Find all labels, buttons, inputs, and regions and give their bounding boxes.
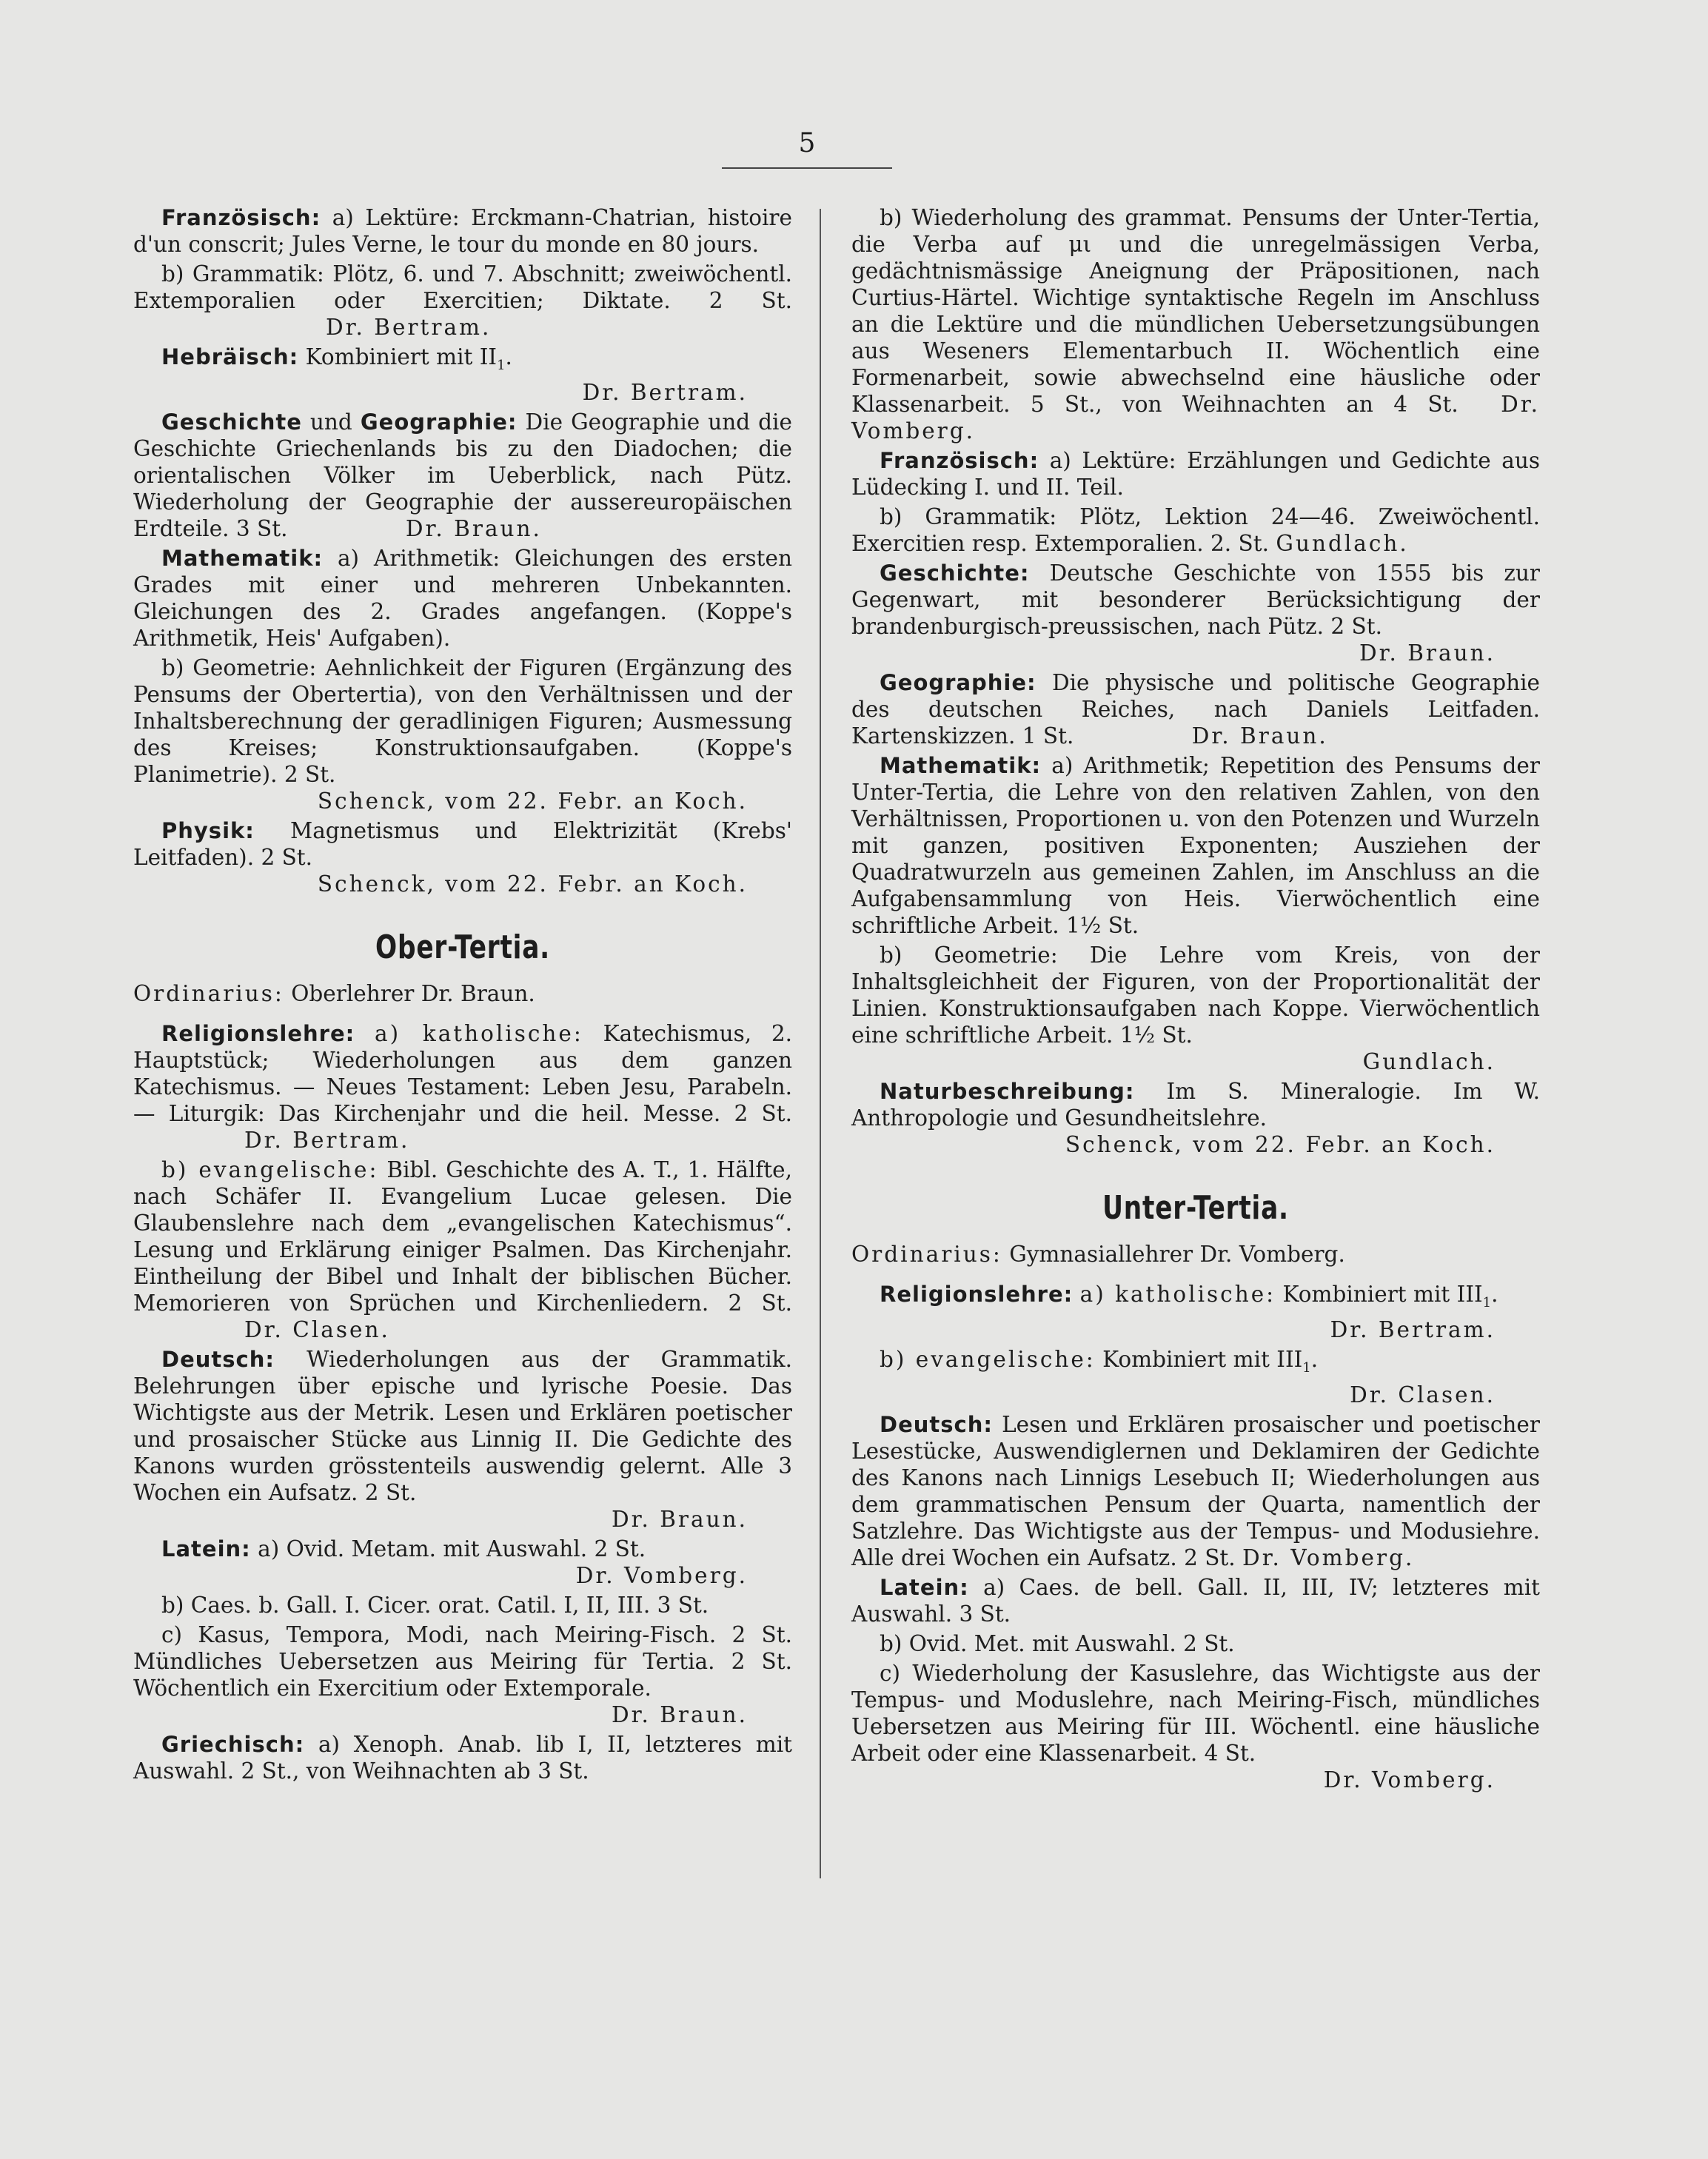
teacher-name: Gundlach. bbox=[1276, 531, 1409, 556]
entry-text: Lesen und Erklären prosaischer und poetischer Lesestücke, Auswendiglernen und Deklamiren der Gedichte des Kanons nach Linnigs Lesebuch II; Wiederholungen aus dem grammatischen Pensum der Quarta, namentlich der Satzlehre. Das Wichtigste aus der Tempus- und Modusiehre. Alle drei Wochen ein Aufsatz. 2 St. bbox=[851, 1411, 1540, 1570]
right-column bbox=[851, 204, 1540, 1796]
subscript: 1 bbox=[497, 357, 506, 373]
ordinarius-name: Gymnasiallehrer Dr. Vomberg. bbox=[1009, 1242, 1345, 1267]
subscript: 1 bbox=[1302, 1359, 1311, 1376]
latein-entry bbox=[133, 1536, 792, 1589]
ordinarius-name: Oberlehrer Dr. Braun. bbox=[291, 980, 535, 1006]
latein-c bbox=[133, 1621, 792, 1728]
subject-heading: Geographie: bbox=[880, 670, 1036, 695]
subject-heading: Religionslehre: bbox=[880, 1282, 1074, 1307]
franzoesisch-entry bbox=[133, 204, 792, 258]
entry-text: b) Grammatik: Plötz, 6. und 7. Abschnitt; zweiwöchentl. Extemporalien oder Exercitien; Diktate. bbox=[133, 261, 792, 313]
entry-text: Kombiniert mit III bbox=[1102, 1346, 1303, 1372]
teacher-name: Dr. Vomberg. bbox=[1323, 1767, 1496, 1793]
section-title-unter-tertia: Unter-Tertia. bbox=[1102, 1189, 1289, 1227]
subscript: 1 bbox=[1482, 1294, 1492, 1311]
teacher-name: Dr. Vomberg. bbox=[575, 1562, 748, 1588]
franzoesisch-grammar bbox=[133, 261, 792, 341]
teacher-name: Dr. Bertram. bbox=[326, 315, 492, 340]
ordinarius-line bbox=[851, 1241, 1540, 1268]
religionslehre-evangelisch bbox=[133, 1157, 792, 1343]
deutsch-entry bbox=[133, 1346, 792, 1533]
section-title-ober-tertia: Ober-Tertia. bbox=[375, 928, 550, 966]
entry-text: Die physische und politische Geographie des deutschen Reiches, nach Daniels Leitfaden. Kartenskizzen. 1 St. bbox=[851, 670, 1540, 749]
entry-text: a) Ovid. Metam. mit Auswahl. 2 St. bbox=[258, 1536, 646, 1561]
geographie-entry bbox=[851, 669, 1540, 749]
geschichte-geographie-entry bbox=[133, 409, 792, 542]
subject-heading: Griechisch: bbox=[161, 1731, 305, 1757]
entry-text: b) Ovid. Met. mit Auswahl. 2 St. bbox=[880, 1630, 1235, 1656]
teacher-name: Dr. Bertram. bbox=[582, 379, 748, 405]
teacher-name: Dr. Braun. bbox=[611, 1701, 748, 1727]
teacher-name: Dr. Braun. bbox=[405, 515, 542, 541]
mathematik-geometrie bbox=[851, 942, 1540, 1075]
ordinarius-label: Ordinarius: bbox=[133, 980, 284, 1006]
latein-b bbox=[851, 1630, 1540, 1657]
entry-text: Im S. Mineralogie. Im W. Anthropologie und Gesundheitslehre. bbox=[851, 1079, 1540, 1131]
entry-text: a) Lektüre: Erckmann-Chatrian, histoire d'un conscrit; Jules Verne, le tour du monde en 80 jours. bbox=[133, 205, 792, 257]
entry-text: a) Xenoph. Anab. lib I, II, letzteres mit Auswahl. 2 St., von Weihnachten ab 3 St. bbox=[133, 1731, 792, 1784]
teacher-name: Dr. Vomberg. bbox=[1242, 1544, 1415, 1570]
subject-heading: Französisch: bbox=[880, 448, 1039, 473]
page-number-rule bbox=[722, 167, 892, 169]
franzoesisch-entry bbox=[851, 447, 1540, 501]
entry-text: Magnetismus und Elektrizität (Krebs' Leitfaden). 2 St. bbox=[133, 817, 792, 870]
entry-text: b) Geometrie: Die Lehre vom Kreis, von der Inhaltsgleichheit der Figuren, von der Proportionalität der Linien. Konstruktionsaufgaben nach Koppe. Vierwöchentlich eine schriftliche Arbeit. 1½ St. bbox=[851, 943, 1540, 1048]
entry-label: b) evangelische: bbox=[161, 1157, 379, 1182]
teacher-name: Schenck, vom 22. Febr. an Koch. bbox=[317, 788, 748, 814]
geschichte-entry bbox=[851, 560, 1540, 666]
entry-text: Bibl. Geschichte des A. T., 1. Hälfte, nach Schäfer II. Evangelium Lucae gelesen. Die Glaubenslehre nach dem „evangelischen Katechismus“. Lesung und Erklärung einiger Psalmen. Das Kirchenjahr. Eintheilung der Bibel und Inhalt der biblischen Bücher. Memorieren von Sprüchen und Kirchenliedern. 2 St. bbox=[133, 1157, 792, 1316]
subject-heading: Mathematik: bbox=[161, 545, 324, 571]
entry-text: b) Caes. b. Gall. I. Cicer. orat. Catil. I, II, III. 3 St. bbox=[161, 1592, 709, 1618]
subject-heading: Deutsch: bbox=[880, 1411, 993, 1437]
subject-heading: Geographie: bbox=[360, 409, 518, 435]
subject-heading: Naturbeschreibung: bbox=[880, 1079, 1135, 1104]
religionslehre-entry bbox=[133, 1020, 792, 1154]
subject-heading: Französisch: bbox=[161, 205, 321, 230]
entry-text: a) Arithmetik; Repetition des Pensums der Unter-Tertia, die Lehre von den relativen Zahlen, von den Verhältnissen, Proportionen u. von den Potenzen und Wurzeln mit ganzen, positiven Exponenten; Ausziehen der Quadratwurzeln aus gemeinen Zahlen, im Anschluss an die Aufgabensammlung von Heis. Vierwöchentlich eine schriftliche Arbeit. 1½ St. bbox=[851, 753, 1540, 938]
ordinarius-line bbox=[133, 980, 792, 1007]
teacher-name: Dr. Clasen. bbox=[1350, 1382, 1496, 1407]
entry-label: a) katholische: bbox=[1079, 1282, 1276, 1307]
teacher-name: Dr. Braun. bbox=[1359, 640, 1496, 666]
religionslehre-evangelisch bbox=[851, 1346, 1540, 1408]
teacher-name: Dr. Clasen. bbox=[244, 1316, 390, 1342]
griechisch-entry bbox=[133, 1731, 792, 1784]
griechisch-grammar bbox=[851, 204, 1540, 444]
entry-text-end: . bbox=[505, 344, 512, 369]
subject-heading: Geschichte bbox=[161, 409, 302, 435]
entry-text: b) Grammatik: Plötz, Lektion 24—46. Zweiwöchentl. Exercitien resp. Extemporalien. 2. St. bbox=[851, 504, 1540, 556]
entry-text: b) Geometrie: Aehnlichkeit der Figuren (Ergänzung des Pensums der Obertertia), von den Verhältnissen und der Inhaltsberechnung der geradlinigen Figuren; Ausmessung des Kreises; Konstruktionsaufgaben. (Koppe's Planimetrie). 2 St. bbox=[133, 655, 792, 787]
teacher-name: Schenck, vom 22. Febr. an Koch. bbox=[1065, 1132, 1496, 1157]
teacher-name: Dr. Vomberg. bbox=[851, 392, 1540, 443]
subject-heading: Latein: bbox=[161, 1536, 251, 1561]
subject-heading: Deutsch: bbox=[161, 1346, 275, 1372]
subject-heading: Physik: bbox=[161, 817, 255, 843]
franzoesisch-grammar bbox=[851, 503, 1540, 557]
subject-heading: Hebräisch: bbox=[161, 344, 299, 369]
mathematik-entry bbox=[851, 752, 1540, 939]
latein-b bbox=[133, 1592, 792, 1619]
physik-entry bbox=[133, 817, 792, 897]
mathematik-geometrie bbox=[133, 655, 792, 814]
entry-text: b) Wiederholung des grammat. Pensums der Unter-Tertia, die Verba auf μι und die unregelmässigen Verba, gedächtnismässige Aneignung der Präpositionen, nach Curtius-Härtel. Wichtige syntaktische Regeln im Anschluss an die Lektüre und die mündlichen Uebersetzungsübungen aus Weseners Elementarbuch II. Wöchentlich eine Formenarbeit, sowie abwechselnd eine häusliche oder Klassenarbeit. 5 St., von Weihnachten an 4 St. bbox=[851, 205, 1540, 417]
entry-text: Deutsche Geschichte von 1555 bis zur Gegenwart, mit besonderer Berücksichtigung der brandenburgisch-preussischen, nach Pütz. 2 St. bbox=[851, 560, 1540, 639]
teacher-name: Gundlach. bbox=[1362, 1049, 1496, 1074]
naturbeschreibung-entry bbox=[851, 1078, 1540, 1158]
deutsch-entry bbox=[851, 1411, 1540, 1571]
hebraeisch-entry bbox=[133, 344, 792, 406]
entry-text: a) Caes. de bell. Gall. II, III, IV; letzteres mit Auswahl. 3 St. bbox=[851, 1574, 1540, 1627]
latein-c bbox=[851, 1660, 1540, 1793]
page-number: 5 bbox=[798, 128, 816, 158]
subject-heading: Geschichte: bbox=[880, 560, 1030, 586]
hours: 2 St. bbox=[709, 288, 792, 313]
connector-word: und bbox=[309, 409, 352, 435]
mathematik-entry bbox=[133, 545, 792, 652]
subject-heading: Religionslehre: bbox=[161, 1020, 355, 1046]
entry-text: Die Geographie und die Geschichte Griechenlands bis zu den Diadochen; die orientalischen Völker im Ueberblick, nach Pütz. Wiederholung der Geographie der aussereuropäischen Erdteile. 3 St. bbox=[133, 409, 792, 541]
teacher-name: Dr. Braun. bbox=[611, 1506, 748, 1532]
religionslehre-entry bbox=[851, 1281, 1540, 1343]
entry-text: Katechismus, 2. Hauptstück; Wiederholungen aus dem ganzen Katechismus. — Neues Testament: Leben Jesu, Parabeln. — Liturgik: Das Kirchenjahr und die heil. Messe. 2 St. bbox=[133, 1020, 792, 1126]
entry-text: Wiederholungen aus der Grammatik. Belehrungen über epische und lyrische Poesie. Das Wichtigste aus der Metrik. Lesen und Erklären poetischer und prosaischer Stücke aus Linnig II. Die Gedichte des Kanons wurden grösstenteils auswendig gelernt. Alle 3 Wochen ein Aufsatz. 2 St. bbox=[133, 1346, 792, 1505]
entry-label: a) katholische: bbox=[374, 1020, 583, 1046]
teacher-name: Dr. Bertram. bbox=[1330, 1316, 1496, 1342]
left-column bbox=[133, 204, 792, 1787]
entry-text: a) Lektüre: Erzählungen und Gedichte aus Lüdecking I. und II. Teil. bbox=[851, 448, 1540, 500]
entry-text-end: . bbox=[1491, 1282, 1498, 1307]
column-divider bbox=[820, 209, 821, 1878]
teacher-name: Schenck, vom 22. Febr. an Koch. bbox=[317, 871, 748, 897]
teacher-name: Dr. Braun. bbox=[1191, 723, 1328, 749]
entry-text-end: . bbox=[1310, 1346, 1319, 1372]
entry-text: Kombiniert mit II bbox=[305, 344, 498, 369]
latein-entry bbox=[851, 1574, 1540, 1627]
ordinarius-label: Ordinarius: bbox=[851, 1242, 1002, 1267]
entry-text: c) Wiederholung der Kasuslehre, das Wichtigste aus der Tempus- und Moduslehre, nach Meiring-Fisch, mündliches Uebersetzen aus Meiring für III. Wöchentl. eine häusliche Arbeit oder eine Klassenarbeit. 4 St. bbox=[851, 1660, 1540, 1766]
subject-heading: Latein: bbox=[880, 1574, 969, 1600]
entry-text: Kombiniert mit III bbox=[1282, 1282, 1483, 1307]
subject-heading: Mathematik: bbox=[880, 753, 1042, 778]
entry-label: b) evangelische: bbox=[880, 1346, 1096, 1372]
entry-text: c) Kasus, Tempora, Modi, nach Meiring-Fisch. 2 St. Mündliches Uebersetzen aus Meiring für Tertia. 2 St. Wöchentlich ein Exercitium oder Extemporale. bbox=[133, 1621, 792, 1701]
teacher-name: Dr. Bertram. bbox=[244, 1127, 410, 1153]
entry-text: a) Arithmetik: Gleichungen des ersten Grades mit einer und mehreren Unbekannten. Gleichungen des 2. Grades angefangen. (Koppe's Arithmetik, Heis' Aufgaben). bbox=[133, 545, 792, 651]
